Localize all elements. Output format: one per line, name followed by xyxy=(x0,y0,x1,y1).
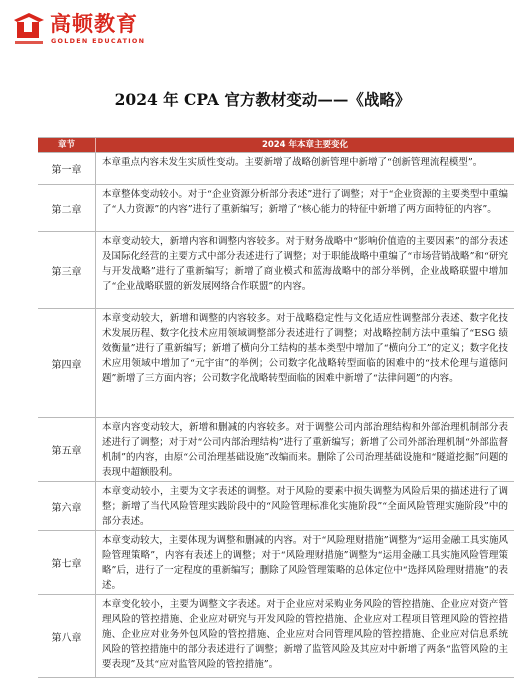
changes-cell: 本章内容变动较大，新增和删减的内容较多。对于调整公司内部治理结构和外部治理机制部分表述进行了调整；对于对“公司内部治理结构”进行了重新编写；新增了公司外部治理机制“外部监督机制”的内容，由原“公司治理基础设施”改编而来。删除了公司治理基础设施和“隧道挖掘”问题的表现中超额股利。 xyxy=(102,422,508,478)
changes-cell: 本章变化较小，主要为调整文字表述。对于企业应对采购业务风险的管控措施、企业应对资产管理风险的管控措施、企业应对研究与开发风险的管控措施、企业应对工程项目管理风险的管控措施、企业应对业务外包风险的管控措施、企业应对合同管理风险的管控措施、企业应对信息系统风险的管控措施中的部分表述进行了调整；新增了监管风险及其应对中新增了两条“监管风险的主要表现”及其“应对监管风险的管控措施”。 xyxy=(102,599,508,670)
chapter-cell: 第五章 xyxy=(38,418,96,481)
table-row xyxy=(38,232,514,309)
brand-logo xyxy=(12,10,212,50)
changes-cell: 本章变动较大，新增内容和调整内容较多。对于财务战略中“影响价值造的主要因素”的部分表述及国际化经营的主要方式中部分表述进行了调整；对于职能战略中重编了“市场营销战略”和“研究与开发战略”进行了重新编写；新增了商业模式和蓝海战略中的部分举例，企业战略联盟中增加了“企业战略联盟的新发展网络合作联盟”的内容。 xyxy=(102,236,508,292)
chapter-cell: 第八章 xyxy=(38,595,96,677)
brand-name-en: GOLDEN EDUCATION xyxy=(51,37,146,45)
table-row xyxy=(38,153,514,185)
header-changes: 2024 年本章主要变化 xyxy=(261,140,349,150)
chapter-cell: 第一章 xyxy=(38,153,96,184)
chapter-cell: 第六章 xyxy=(38,482,96,530)
changes-cell: 本章变动较大，新增和调整的内容较多。对于战略稳定性与文化适应性调整部分表述、数字化技术发展历程、数字化技术应用领域调整部分表述进行了调整；对战略控制方法中重编了“ESG 绩效衡量”进行了重新编写；新增了横向分工结构的基本类型中增加了“横向分工”的定义；数字化技术应用领域中增加了“元宇宙”的举例；公司数字化战略转型面临的困难中的“技术伦理与道德问题”新增了三方面内容；公司数字化战略转型面临的困难中新增了“法律问题”的内容。 xyxy=(102,313,508,384)
table-row xyxy=(38,531,514,595)
table-row xyxy=(38,309,514,418)
table-row xyxy=(38,418,514,482)
chapter-cell: 第四章 xyxy=(38,309,96,417)
header-chapter: 章节 xyxy=(38,138,96,152)
changes-cell: 本章重点内容未发生实质性变动。主要新增了战略创新管理中新增了“创新管理流程模型”。 xyxy=(102,157,483,168)
changes-cell: 本章整体变动较小。对于“企业资源分析部分表述”进行了调整；对于“企业资源的主要类型中重编了“人力资源”的内容”进行了重新编写；新增了“核心能力的特征中新增了两方面特征的内容”。 xyxy=(102,189,508,215)
document-title: 2024 年 CPA 官方教材变动——《战略》 xyxy=(114,90,411,109)
chapter-cell: 第二章 xyxy=(38,185,96,231)
table-row xyxy=(38,185,514,232)
brand-name-cn: 高顿教育 xyxy=(50,12,138,36)
table-row xyxy=(38,595,514,678)
chapter-cell: 第七章 xyxy=(38,531,96,594)
changes-table xyxy=(38,137,514,678)
table-row xyxy=(38,482,514,531)
table-header-row xyxy=(38,137,514,153)
changes-cell: 本章变动较小，主要为文字表述的调整。对于风险的要素中损失调整为风险后果的描述进行了调整；新增了当代风险管理实践阶段中的“风险管理标准化实施阶段”“全面风险管理实施阶段”中的部分表述。 xyxy=(102,486,508,527)
golden-education-logo-icon xyxy=(12,12,46,46)
chapter-cell: 第三章 xyxy=(38,232,96,308)
changes-cell: 本章变动较大，主要体现为调整和删减的内容。对于“风险理财措施”调整为“运用金融工具实施风险管理策略”，内容有表述上的调整；对于“风险理财措施”调整为“运用金融工具实施风险管理策略”后，进行了一定程度的重新编写；删除了风险管理策略的总体定位中“选择风险理财措施”的表述。 xyxy=(102,535,508,591)
